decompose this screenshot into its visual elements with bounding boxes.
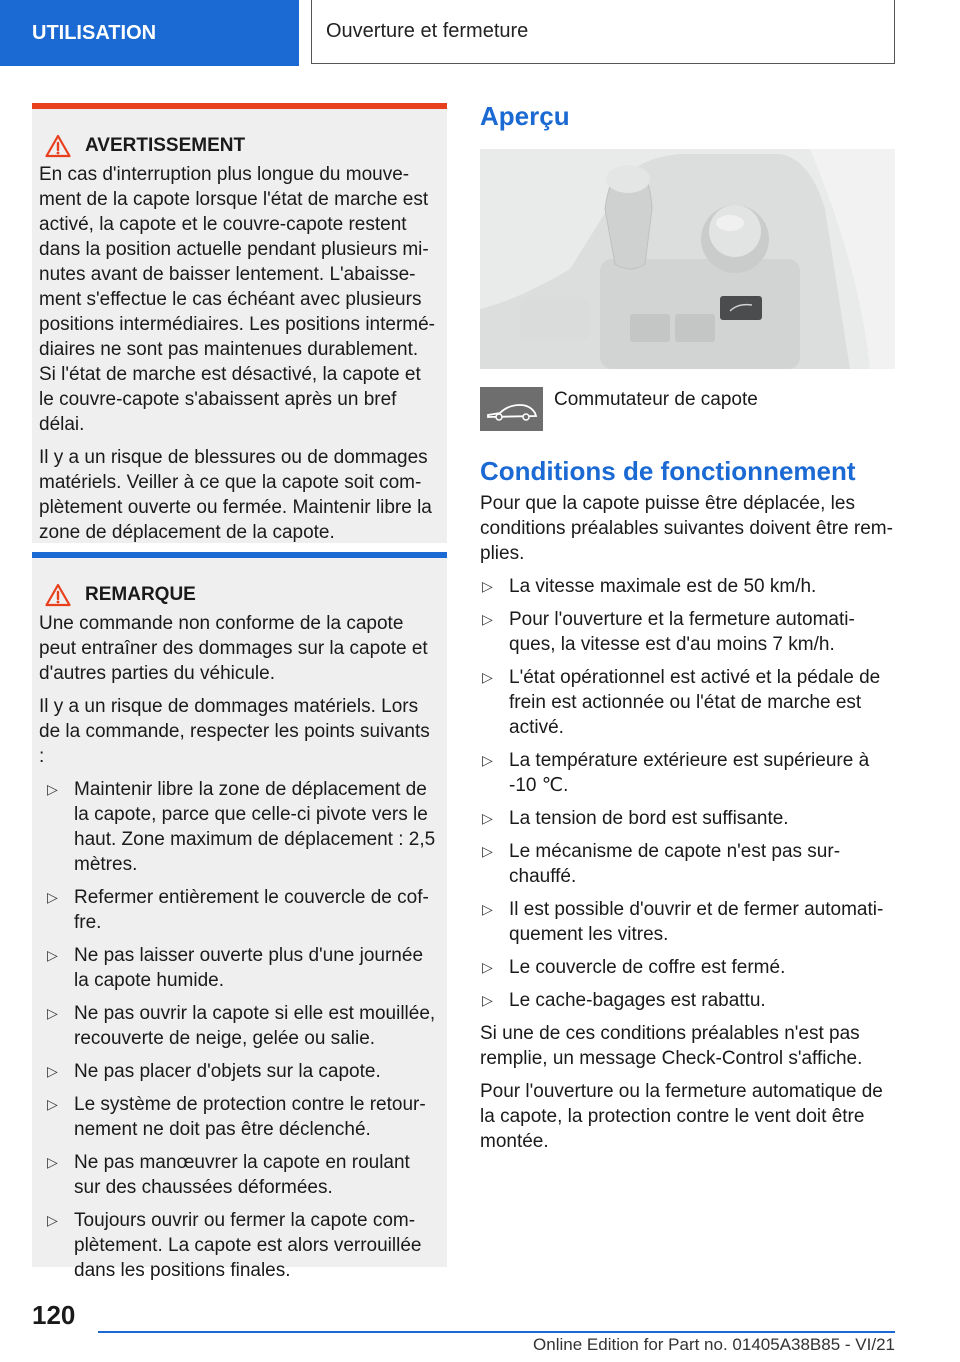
bullet-triangle-icon: ▷ <box>482 992 493 1008</box>
bullet-triangle-icon: ▷ <box>482 810 493 826</box>
list-item: ▷ Ne pas placer d'objets sur la capote. <box>47 1061 381 1082</box>
bullet-triangle-icon: ▷ <box>482 578 493 594</box>
header-section-tab <box>0 0 299 66</box>
notice-paragraph: Il y a un risque de dommages matériels. Lors de la commande, respecter les points suivants : <box>39 696 430 767</box>
list-item: ▷ Le mécanisme de capote n'est pas sur-chauffé. <box>482 841 841 887</box>
list-item: ▷ La température extérieure est supérieure à -10 ℃. <box>482 750 870 796</box>
bullet-triangle-icon: ▷ <box>47 947 58 963</box>
bullet-triangle-icon: ▷ <box>482 959 493 975</box>
list-item: ▷ Le couvercle de coffre est fermé. <box>482 957 786 978</box>
conditions-outro: Pour l'ouverture ou la fermeture automatique de la capote, la protection contre le vent doit être montée. <box>480 1081 883 1152</box>
section-title: UTILISATION <box>32 21 157 44</box>
bullet-triangle-icon: ▷ <box>47 1096 58 1112</box>
notice-list <box>39 777 439 1283</box>
list-item: ▷ Ne pas manœuvrer la capote en roulant sur des chaussées déformées. <box>47 1152 410 1198</box>
photo-caption <box>480 387 895 431</box>
conditions-outro: Si une de ces conditions préalables n'est pas remplie, un message Check-Control s'affiche. <box>480 1023 863 1069</box>
list-item: ▷ Maintenir libre la zone de déplacement de la capote, parce que celle-ci pivote vers le haut. Zone maximum de déplacement : 2,5 mètres. <box>47 779 436 875</box>
notice-paragraph: Une commande non conforme de la capote peut entraîner des dommages sur la capote et d'autres parties du véhicule. <box>39 613 428 684</box>
list-item: ▷ Ne pas laisser ouverte plus d'une journée la capote humide. <box>47 945 424 991</box>
conditions-heading: Conditions de fonctionnement <box>480 456 856 486</box>
bullet-triangle-icon: ▷ <box>47 889 58 905</box>
notice-triangle-icon <box>45 583 71 607</box>
list-item: ▷ La tension de bord est suffisante. <box>482 808 789 829</box>
warning-title: AVERTISSEMENT <box>85 135 246 156</box>
warning-triangle-icon <box>45 134 71 158</box>
bullet-triangle-icon: ▷ <box>47 781 58 797</box>
center-console-photo <box>480 149 895 369</box>
bullet-triangle-icon: ▷ <box>482 901 493 917</box>
bullet-triangle-icon: ▷ <box>47 1154 58 1170</box>
warning-box <box>32 103 447 543</box>
bullet-triangle-icon: ▷ <box>47 1212 58 1228</box>
notice-box <box>32 552 447 1281</box>
list-item: ▷ Le cache-bagages est rabattu. <box>482 990 766 1011</box>
header-chapter-tab <box>311 0 895 64</box>
bullet-triangle-icon: ▷ <box>482 669 493 685</box>
warning-title-row <box>39 133 439 158</box>
bullet-triangle-icon: ▷ <box>482 752 493 768</box>
edition-text: Online Edition for Part no. 01405A38B85 - VI/21 <box>533 1335 895 1354</box>
chapter-title: Ouverture et fermeture <box>326 20 529 42</box>
list-item: ▷ Pour l'ouverture et la fermeture automati-ques, la vitesse est d'au moins 7 km/h. <box>482 609 855 655</box>
page-number: 120 <box>32 1300 76 1330</box>
notice-title-row <box>39 582 439 607</box>
warning-paragraph: Il y a un risque de blessures ou de dommages matériels. Veiller à ce que la capote soit com-plètement ouverte ou fermée. Maintenir libre la zone de déplacement de la capote. <box>39 447 432 543</box>
overview-heading: Aperçu <box>480 101 570 131</box>
caption-text: Commutateur de capote <box>554 389 758 410</box>
conditions-intro: Pour que la capote puisse être déplacée, les conditions préalables suivantes doivent être rem-plies. <box>480 493 893 564</box>
list-item: ▷ La vitesse maximale est de 50 km/h. <box>482 576 817 597</box>
list-item: ▷ Ne pas ouvrir la capote si elle est mouillée, recouverte de neige, gelée ou salie. <box>47 1003 436 1049</box>
footer-divider <box>98 1331 895 1333</box>
bullet-triangle-icon: ▷ <box>482 843 493 859</box>
warning-paragraph: En cas d'interruption plus longue du mouve-ment de la capote lorsque l'état de marche est activé, la capote et le couvre-capote restent dans la position actuelle pendant plusieurs mi-nutes avant de baisser lentement. L'abaisse-ment s'effectue le cas échéant avec plusieurs positions intermédiaires. Les positions intermé-diaires ne sont pas maintenues durablement. Si l'état de marche est désactivé, la capote et le couvre-capote s'abaissent après un bref délai. <box>39 164 436 435</box>
notice-title: REMARQUE <box>85 584 196 605</box>
right-column <box>480 100 895 1162</box>
list-item: ▷ Toujours ouvrir ou fermer la capote com-plètement. La capote est alors verrouillée dans les positions finales. <box>47 1210 422 1281</box>
list-item: ▷ L'état opérationnel est activé et la pédale de frein est actionnée ou l'état de marche est activé. <box>482 667 881 738</box>
bullet-triangle-icon: ▷ <box>482 611 493 627</box>
bullet-triangle-icon: ▷ <box>47 1063 58 1079</box>
list-item: ▷ Le système de protection contre le retour-nement ne doit pas être déclenché. <box>47 1094 426 1140</box>
bullet-triangle-icon: ▷ <box>47 1005 58 1021</box>
list-item: ▷ Refermer entièrement le couvercle de cof-fre. <box>47 887 429 933</box>
conditions-list <box>480 574 895 1013</box>
list-item: ▷ Il est possible d'ouvrir et de fermer automati-quement les vitres. <box>482 899 884 945</box>
convertible-roof-icon <box>480 387 543 431</box>
